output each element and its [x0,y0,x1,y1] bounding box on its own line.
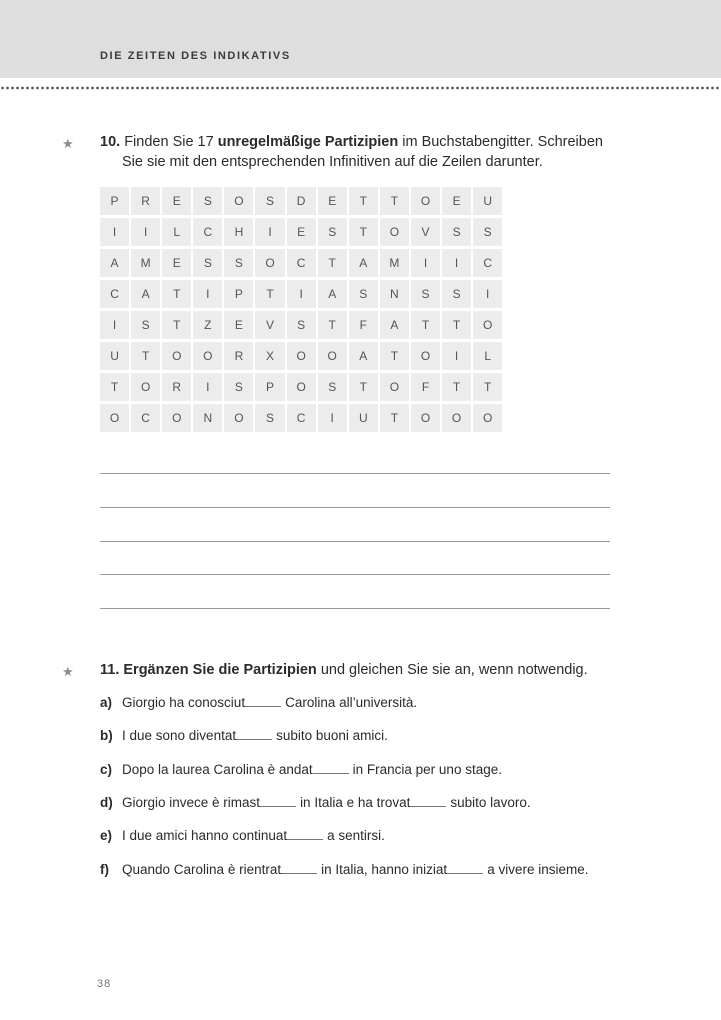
grid-cell[interactable]: N [380,280,409,308]
grid-cell[interactable]: I [100,311,129,339]
page-header [0,0,721,78]
grid-cell[interactable]: P [224,280,253,308]
grid-cell[interactable]: R [131,187,160,215]
grid-cell[interactable]: V [411,218,440,246]
grid-cell[interactable]: I [442,342,471,370]
grid-cell[interactable]: O [255,249,284,277]
grid-cell[interactable]: E [162,187,191,215]
grid-cell[interactable]: T [380,342,409,370]
grid-cell[interactable]: X [255,342,284,370]
grid-cell[interactable]: S [318,373,347,401]
grid-cell[interactable]: O [411,187,440,215]
answer-line[interactable] [100,574,610,575]
blank-field[interactable] [410,806,446,807]
grid-cell[interactable]: T [380,187,409,215]
star-icon: ★ [62,136,74,151]
blank-field[interactable] [313,773,349,774]
grid-cell[interactable]: A [349,249,378,277]
exercise-number: 10. [100,134,121,150]
grid-cell[interactable]: T [473,373,502,401]
grid-cell[interactable]: L [473,342,502,370]
blank-field[interactable] [287,839,323,840]
grid-cell[interactable]: M [131,249,160,277]
grid-cell[interactable]: T [100,373,129,401]
grid-cell[interactable]: F [411,373,440,401]
grid-cell[interactable]: O [287,373,316,401]
grid-cell[interactable]: T [442,373,471,401]
grid-cell[interactable]: I [100,218,129,246]
grid-cell[interactable]: O [162,404,191,432]
grid-cell[interactable]: V [255,311,284,339]
grid-cell[interactable]: I [473,280,502,308]
grid-cell[interactable]: A [349,342,378,370]
exercise-item-f: f) Quando Carolina è rientrat in Italia, hanno iniziat a vivere insieme. [100,862,589,877]
exercise-item-d: d) Giorgio invece è rimast in Italia e ha trovat subito lavoro. [100,795,531,810]
grid-cell[interactable]: O [193,342,222,370]
grid-cell[interactable]: O [411,404,440,432]
answer-line[interactable] [100,507,610,508]
grid-cell[interactable]: S [473,218,502,246]
grid-cell[interactable]: S [442,280,471,308]
grid-cell[interactable]: T [162,311,191,339]
grid-cell[interactable]: U [100,342,129,370]
grid-cell[interactable]: S [193,249,222,277]
exercise-item-e: e) I due amici hanno continuat a sentirsi. [100,828,385,843]
grid-cell[interactable]: P [100,187,129,215]
grid-cell[interactable]: T [162,280,191,308]
grid-cell[interactable]: T [255,280,284,308]
grid-cell[interactable]: O [318,342,347,370]
grid-cell[interactable]: E [287,218,316,246]
grid-cell[interactable]: N [193,404,222,432]
grid-cell[interactable]: E [442,187,471,215]
grid-cell[interactable]: O [473,311,502,339]
grid-cell[interactable]: T [131,342,160,370]
exercise-item-c: c) Dopo la laurea Carolina è andat in Francia per uno stage. [100,762,502,777]
grid-cell[interactable]: I [255,218,284,246]
grid-cell[interactable]: O [380,218,409,246]
grid-cell[interactable]: T [318,249,347,277]
grid-cell[interactable]: T [380,404,409,432]
grid-cell[interactable]: L [162,218,191,246]
exercise-10-instruction: 10. Finden Sie 17 unregelmäßige Partizipien im Buchstabengitter. Schreiben Sie sie mit den entsprechenden Infinitiven auf die Zeilen darunter. [100,134,603,170]
grid-cell[interactable]: I [411,249,440,277]
grid-cell[interactable]: I [287,280,316,308]
dotted-divider [0,86,721,90]
grid-cell[interactable]: E [162,249,191,277]
grid-cell[interactable]: E [318,187,347,215]
grid-cell[interactable]: I [131,218,160,246]
grid-cell[interactable]: S [224,373,253,401]
grid-cell[interactable]: A [380,311,409,339]
grid-cell[interactable]: I [193,280,222,308]
grid-cell[interactable]: S [349,280,378,308]
grid-cell[interactable]: O [131,373,160,401]
grid-cell[interactable]: D [287,187,316,215]
grid-cell[interactable]: S [131,311,160,339]
grid-cell[interactable]: T [411,311,440,339]
grid-cell[interactable]: M [380,249,409,277]
grid-cell[interactable]: C [100,280,129,308]
grid-cell[interactable]: I [318,404,347,432]
chapter-title: DIE ZEITEN DES INDIKATIVS [100,50,291,62]
grid-cell[interactable]: U [349,404,378,432]
grid-cell[interactable]: T [349,187,378,215]
grid-cell[interactable]: S [255,404,284,432]
grid-cell[interactable]: R [224,342,253,370]
grid-cell[interactable]: A [318,280,347,308]
grid-cell[interactable]: S [287,311,316,339]
grid-cell[interactable]: S [411,280,440,308]
grid-cell[interactable]: O [473,404,502,432]
grid-cell[interactable]: I [193,373,222,401]
blank-field[interactable] [245,706,281,707]
grid-cell[interactable]: T [349,218,378,246]
grid-cell[interactable]: O [162,342,191,370]
blank-field[interactable] [281,873,317,874]
grid-cell[interactable]: H [224,218,253,246]
grid-cell[interactable]: O [380,373,409,401]
grid-cell[interactable]: O [224,404,253,432]
grid-cell[interactable]: O [411,342,440,370]
answer-line[interactable] [100,473,610,474]
grid-cell[interactable]: E [224,311,253,339]
grid-cell[interactable]: R [162,373,191,401]
grid-cell[interactable]: Z [193,311,222,339]
star-icon: ★ [62,664,74,679]
grid-cell[interactable]: S [224,249,253,277]
page-number: 38 [97,978,112,990]
grid-cell[interactable]: S [442,218,471,246]
grid-cell[interactable]: T [442,311,471,339]
grid-cell[interactable]: O [224,187,253,215]
grid-cell[interactable]: O [442,404,471,432]
grid-cell[interactable]: T [349,373,378,401]
grid-cell[interactable]: C [287,404,316,432]
letter-grid [100,187,502,432]
grid-cell[interactable]: F [349,311,378,339]
grid-cell[interactable]: S [193,187,222,215]
grid-cell[interactable]: C [193,218,222,246]
blank-field[interactable] [447,873,483,874]
grid-cell[interactable]: S [318,218,347,246]
grid-cell[interactable]: C [473,249,502,277]
grid-cell[interactable]: A [100,249,129,277]
exercise-item-a: a) Giorgio ha conosciut Carolina all’università. [100,695,418,710]
grid-cell[interactable]: I [442,249,471,277]
exercise-number: 11. [100,662,120,678]
exercise-11-instruction: 11. Ergänzen Sie die Partizipien und gleichen Sie sie an, wenn notwendig. [100,662,588,678]
exercise-item-b: b) I due sono diventat subito buoni amici. [100,728,388,743]
answer-line[interactable] [100,608,610,609]
grid-cell[interactable]: T [318,311,347,339]
grid-cell[interactable]: U [473,187,502,215]
grid-cell[interactable]: S [255,187,284,215]
grid-cell[interactable]: C [287,249,316,277]
blank-field[interactable] [236,739,272,740]
grid-cell[interactable]: O [287,342,316,370]
grid-cell[interactable]: O [100,404,129,432]
blank-field[interactable] [260,806,296,807]
grid-cell[interactable]: P [255,373,284,401]
grid-cell[interactable]: C [131,404,160,432]
grid-cell[interactable]: A [131,280,160,308]
answer-line[interactable] [100,541,610,542]
